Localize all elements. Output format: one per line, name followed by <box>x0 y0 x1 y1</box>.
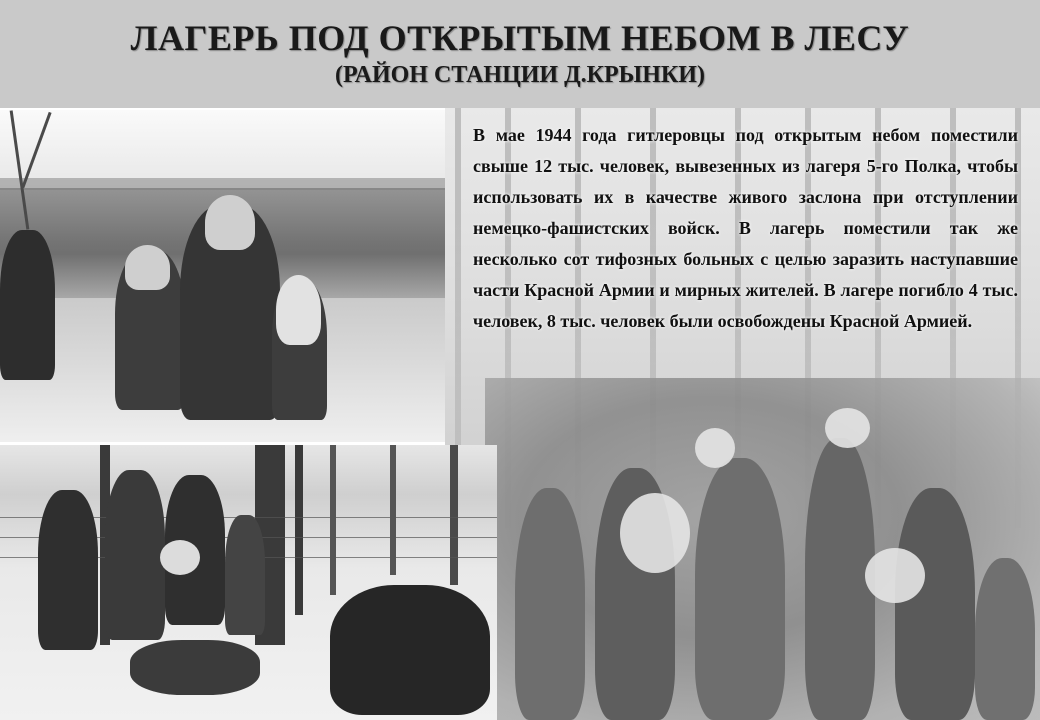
photo-women-children-in-snow <box>0 110 445 442</box>
photo-prisoners-at-barbed-wire <box>0 445 497 720</box>
page-subtitle: (РАЙОН СТАНЦИИ Д.КРЫНКИ) <box>335 62 705 88</box>
header-bar <box>0 0 1040 108</box>
description-paragraph: В мае 1944 года гитлеровцы под открытым небом поместили свыше 12 тыс. человек, вывезенных из лагеря 5-го Полка, чтобы использовать их в качестве живого заслона при отступлении немецко-фашистских войск. В лагерь поместили так же несколько сот тифозных больных с целью заразить наступавшие части Красной Армии и мирных жителей. В лагере погибло 4 тыс. человек, 8 тыс. человек были освобождены Красной Армией. <box>473 125 1018 331</box>
page-title: ЛАГЕРЬ ПОД ОТКРЫТЫМ НЕБОМ В ЛЕСУ <box>130 18 910 58</box>
